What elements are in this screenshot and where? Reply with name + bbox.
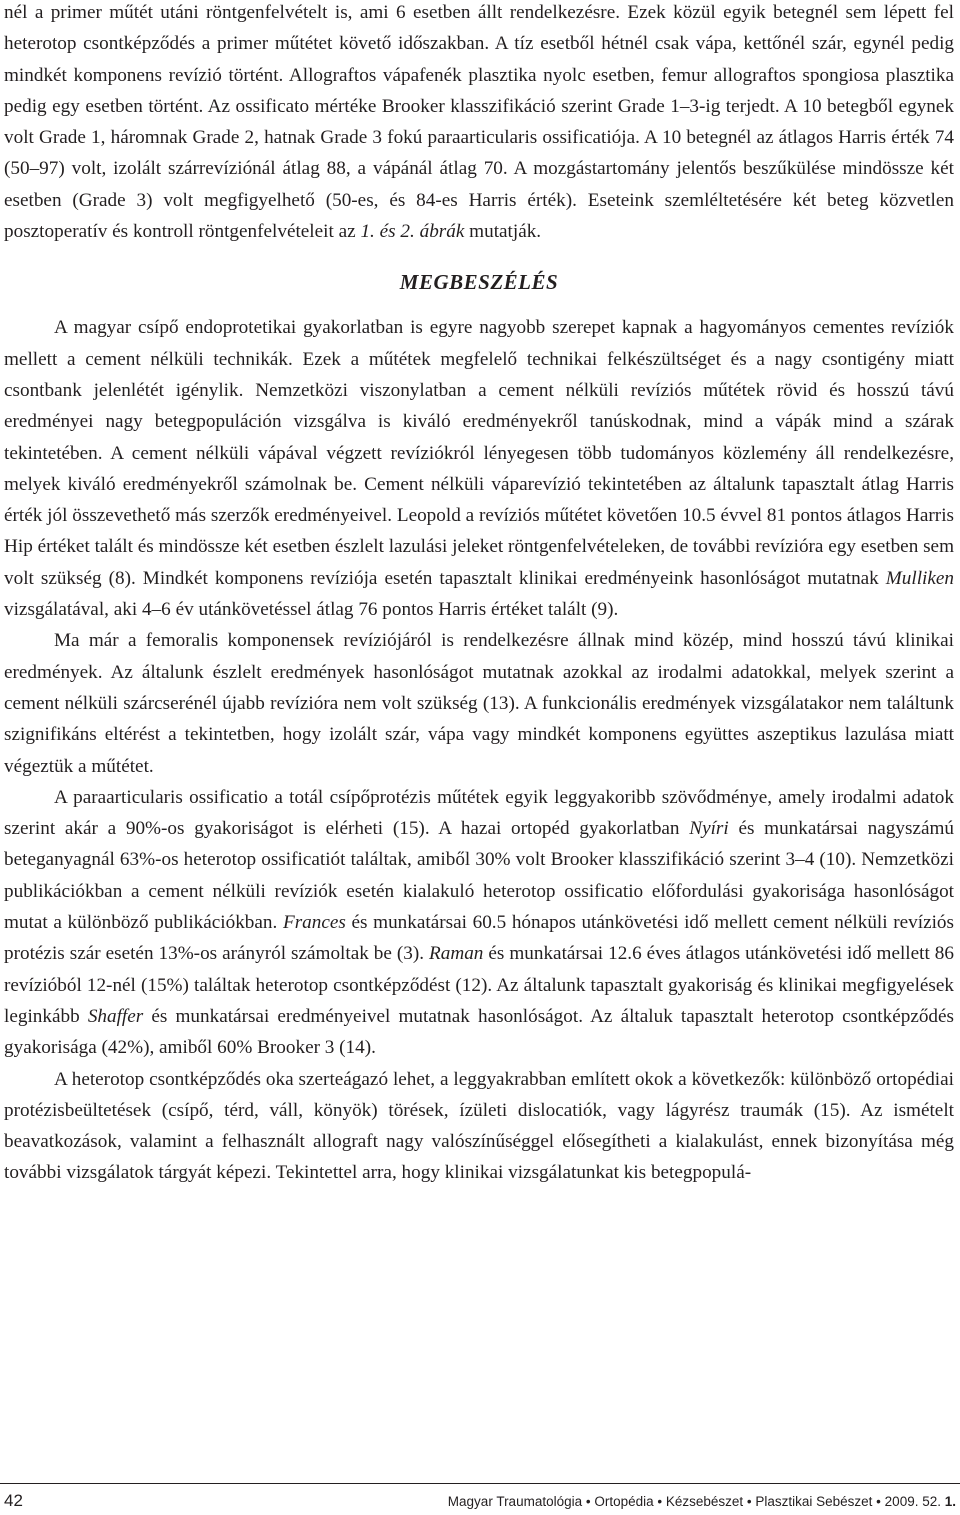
text-run: vizsgálatával, aki 4–6 év utánkövetéssel átlag 76 pontos Harris értéket talált (9). [4, 599, 619, 621]
section-heading-discussion: MEGBESZÉLÉS [399, 270, 559, 295]
text-run: A heterotop csontképződés oka szerteágazó lehet, a leggyakrabban említett okok a következők: különböző ortopédiai protézisbeültetések (csípő, térd, váll, könyök) törések, ízületi dislocatiók, vagy lágyrész traumák (15). Az ismételt beavatkozások, valamint a felhasznált allograft nagy valószínűséggel elősegítheti a kialakulást, ennek bizonyítása még további vizsgálatok tárgyát képezi. Tekintettel arra, hogy klinikai vizsgálatunkat kis betegpopulá- [4, 1068, 954, 1184]
discussion-paragraph-2 [4, 625, 954, 781]
discussion-paragraph-4 [4, 1064, 954, 1189]
text-run: és munkatársai eredményeivel mutatnak hasonlóságot. Az általuk tapasztalt heterotop csontképződés gyakorisága (42%), amiből 60% Brooker 3 (14). [4, 1005, 955, 1059]
text-run: A magyar csípő endoprotetikai gyakorlatban is egyre nagyobb szerepet kapnak a hagyományos cementes revíziók mellett a cement nélküli technikák. Ezek a műtétek megfelelő technikai felkészültséget és a nagy csontigény miatt csontbank jelenlétét igénylik. Nemzetközi viszonylatban a cement nélküli revíziós műtétek rövid és hosszú távú eredményei nagy betegpopuláción vizsgálva is kiváló eredményekről tanúskodnak, mind a vápák mind a szárak tekintetében. A cement nélküli vápával végzett revíziókról lényegesen több tudományos közlemény áll rendelkezésre, melyek kiváló eredményekről számolnak be. Cement nélküli váparevízió tekintetében az általunk tapasztalt átlag Harris érték jól összevethető más szerzők eredményeivel. Leopold a revíziós műtétet követően 10.5 évvel 81 pontos átlagos Harris Hip értéket talált és mindössze két esetben észlelt lazulási jeleket röntgenfelvételeken, de további revízióra egy esetben sem volt szükség (8). Mindkét komponens revíziója esetén tapasztalt klinikai eredményeink hasonlóságot mutatnak [4, 317, 954, 589]
text-run: és munkatársai 60.5 hónapos utánkövetési idő mellett cement nélküli revíziós protézis szár esetén 13%-os arányról számoltak be (3). [4, 912, 954, 965]
text-run: és munkatársai nagyszámú beteganyagnál 63%-os heterotop ossificatiót találtak, amiből 30% volt Brooker klasszifikáció szerint 3–4 (10). Nemzetközi publikációkban a cement nélküli revíziók esetén kialakuló heterotop ossificatio előfordulási gyakorisága hasonlóságot mutat a különböző publikációkban. [4, 818, 954, 934]
text-run: nél a primer műtét utáni röntgenfelvételt is, ami 6 esetben állt rendelkezésre. Ezek közül egyik betegnél sem lépett fel heterotop csontképződés a primer műtétet követő időszakban. A tíz esetből hétnél csak vápa, kettőnél szár, egynél pedig mindkét komponens revízió történt. Allograftos vápafenék plasztika nyolc esetben, femur allograftos spongiosa plasztika pedig egy esetben történt. Az ossificato mértéke Brooker klasszifikáció szerint Grade 1–3-ig terjedt. A 10 betegből egynek volt Grade 1, háromnak Grade 2, hatnak Grade 3 fokú paraarticularis ossificatiója. A 10 betegnél az átlagos Harris érték 74 (50–97) volt, izolált szárrevíziónál átlag 88, a vápánál átlag 70. A mozgástartomány jelentős beszűkülése mindössze két esetben (Grade 3) volt megfigyelhető (50-es, és 84-es Harris érték). Eseteink szemléltetésére két beteg közvetlen posztoperatív és kontroll röntgenfelvételeit az [4, 2, 954, 243]
author-name: Mulliken [885, 567, 954, 589]
text-run: és munkatársai 12.6 éves átlagos utánkövetési idő mellett 86 revízióból 12-nél (15%) találtak heterotop csontképződést (12). Az általunk tapasztalt gyakoriság és klinikai megfigyelések leginkább [4, 943, 954, 1027]
text-run: Ma már a femoralis komponensek revíziójáról is rendelkezésre állnak mind közép, mind hosszú távú klinikai eredmények. Az általunk észlelt eredmények hasonlóságot mutatnak azokkal az irodalmi adatokkal, melyek szerint a cement nélküli szárcserénél újabb revízióra nem volt szükség (13). A funkcionális eredmények vizsgálatakor nem találtunk szignifikáns eltérést a tekintetben, hogy izolált szár, vápa vagy mindkét komponens együttes aszeptikus lazulása miatt végeztük a műtétet. [4, 630, 954, 777]
journal-name: Magyar Traumatológia • Ortopédia • Kézsebészet • Plasztikai Sebészet • [447, 1494, 881, 1509]
author-name: Nyíri [689, 818, 729, 840]
journal-citation [448, 1493, 956, 1511]
text-run: mutatják. [464, 221, 542, 243]
journal-year-volume: 2009. 52. [880, 1494, 941, 1509]
journal-issue: 1. [940, 1494, 956, 1509]
text-run: A paraarticularis ossificatio a totál csípőprotézis műtétek egyik leggyakoribb szövődménye, amely irodalmi adatok szerint akár a 90%-os gyakoriságot is elérheti (15). A hazai ortopéd gyakorlatban [4, 786, 954, 840]
footer-divider [0, 1483, 960, 1484]
results-paragraph [4, 0, 954, 247]
author-name: Raman [429, 943, 484, 965]
figure-reference: 1. és 2. ábrák [360, 221, 465, 243]
discussion-paragraph-1 [4, 312, 954, 625]
author-name: Frances [282, 912, 346, 934]
discussion-paragraph-3 [4, 782, 954, 1064]
page-number: 42 [4, 1491, 23, 1510]
author-name: Shaffer [87, 1005, 144, 1027]
article-page [4, 0, 954, 1189]
